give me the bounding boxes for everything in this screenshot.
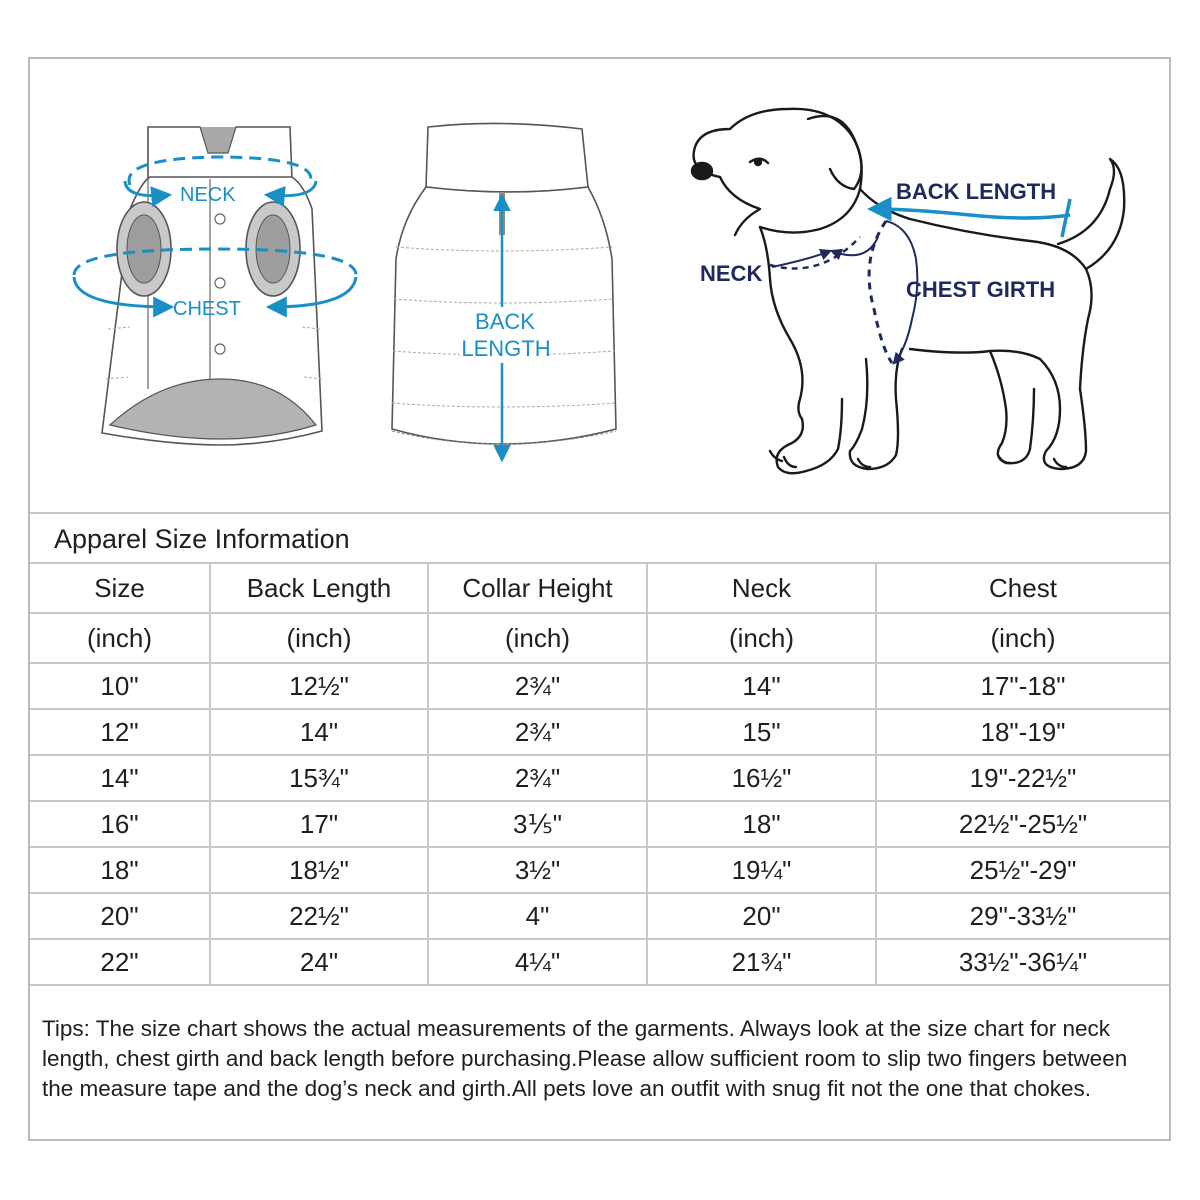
header-cell: Collar Height <box>428 563 647 613</box>
size-table <box>30 562 1169 986</box>
size-cell: 18" <box>30 847 210 893</box>
chest-cell: 19"-22½" <box>876 755 1169 801</box>
size-cell: 20" <box>30 893 210 939</box>
table-row <box>30 755 1169 801</box>
vest-neck-label: NECK <box>180 184 236 206</box>
back-length-cell: 12½" <box>210 663 428 709</box>
size-cell: 14" <box>30 755 210 801</box>
back-length-cell: 17" <box>210 801 428 847</box>
unit-cell: (inch) <box>647 613 876 663</box>
back-length-cell: 24" <box>210 939 428 985</box>
table-row <box>30 893 1169 939</box>
unit-cell: (inch) <box>210 613 428 663</box>
vest-front-illustration <box>74 127 356 445</box>
chest-cell: 17"-18" <box>876 663 1169 709</box>
header-cell: Size <box>30 563 210 613</box>
collar-height-cell: 2¾" <box>428 755 647 801</box>
table-title: Apparel Size Information <box>54 524 350 554</box>
header-cell: Neck <box>647 563 876 613</box>
neck-cell: 14" <box>647 663 876 709</box>
back-length-cell: 14" <box>210 709 428 755</box>
vest-back-label-line2: LENGTH <box>461 336 551 361</box>
unit-cell: (inch) <box>30 613 210 663</box>
table-row <box>30 847 1169 893</box>
neck-cell: 16½" <box>647 755 876 801</box>
chest-cell: 25½"-29" <box>876 847 1169 893</box>
chest-cell: 29"-33½" <box>876 893 1169 939</box>
header-cell: Chest <box>876 563 1169 613</box>
unit-row <box>30 613 1169 663</box>
unit-cell: (inch) <box>876 613 1169 663</box>
vest-back-label-line1: BACK <box>475 309 535 334</box>
table-row <box>30 709 1169 755</box>
collar-height-cell: 4" <box>428 893 647 939</box>
chest-cell: 18"-19" <box>876 709 1169 755</box>
neck-cell: 18" <box>647 801 876 847</box>
size-cell: 16" <box>30 801 210 847</box>
neck-cell: 19¼" <box>647 847 876 893</box>
collar-height-cell: 3½" <box>428 847 647 893</box>
size-cell: 12" <box>30 709 210 755</box>
table-title-row <box>30 512 1169 562</box>
dog-chest-girth-label: CHEST GIRTH <box>906 277 1056 302</box>
back-length-cell: 15¾" <box>210 755 428 801</box>
vest-back-illustration <box>392 123 616 459</box>
illustration-panel <box>30 59 1169 512</box>
collar-height-cell: 2¾" <box>428 709 647 755</box>
neck-cell: 21¾" <box>647 939 876 985</box>
size-cell: 22" <box>30 939 210 985</box>
collar-height-cell: 4¼" <box>428 939 647 985</box>
dog-neck-label: NECK <box>700 261 763 286</box>
vest-chest-label: CHEST <box>173 298 241 320</box>
chest-cell: 33½"-36¼" <box>876 939 1169 985</box>
back-length-cell: 22½" <box>210 893 428 939</box>
table-row <box>30 663 1169 709</box>
back-length-cell: 18½" <box>210 847 428 893</box>
collar-height-cell: 3⅕" <box>428 801 647 847</box>
table-row <box>30 801 1169 847</box>
size-chart-frame <box>28 57 1171 1141</box>
size-cell: 10" <box>30 663 210 709</box>
chest-cell: 22½"-25½" <box>876 801 1169 847</box>
dog-back-length-label: BACK LENGTH <box>896 179 1057 204</box>
unit-cell: (inch) <box>428 613 647 663</box>
neck-cell: 15" <box>647 709 876 755</box>
neck-cell: 20" <box>647 893 876 939</box>
header-row <box>30 563 1169 613</box>
tips-text: Tips: The size chart shows the actual measurements of the garments. Always look at the size chart for neck length, chest girth and back length before purchasing.Please allow sufficient room to slip two fingers between the measure tape and the dog’s neck and girth.All pets love an outfit with snug fit not the one that chokes. <box>42 1016 1128 1101</box>
illustration-svg <box>30 59 1169 512</box>
header-cell: Back Length <box>210 563 428 613</box>
collar-height-cell: 2¾" <box>428 663 647 709</box>
table-row <box>30 939 1169 985</box>
